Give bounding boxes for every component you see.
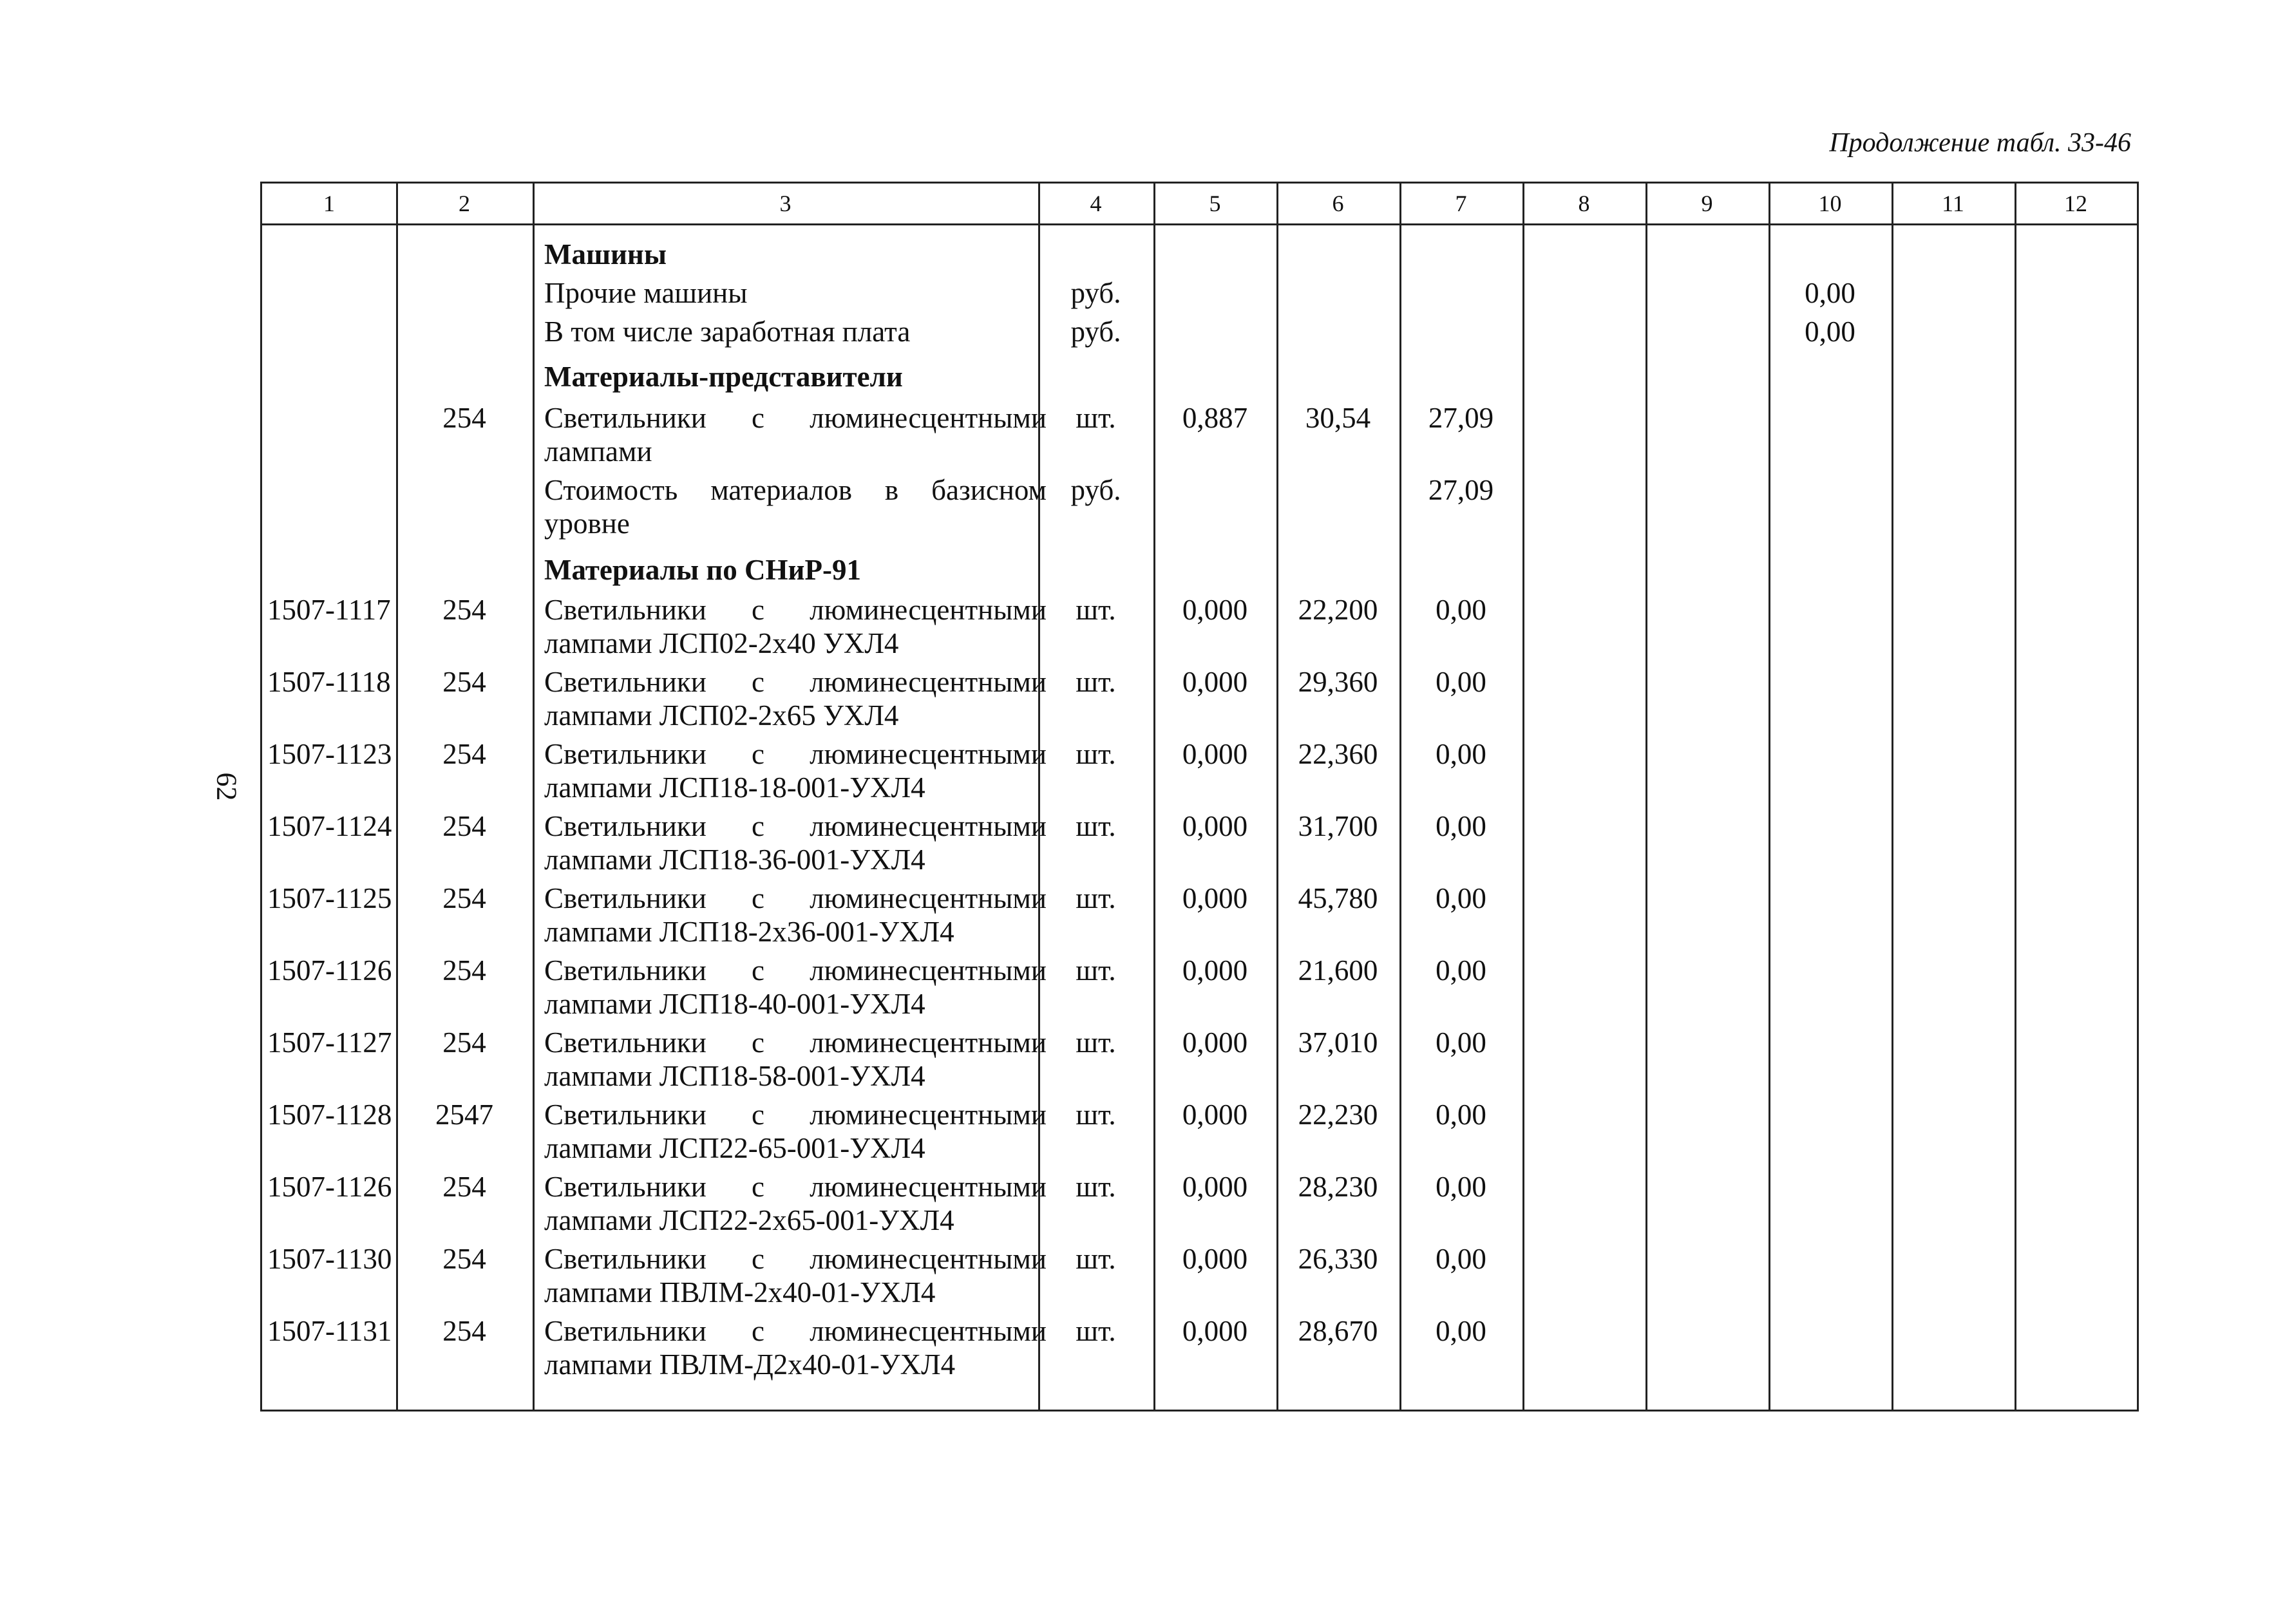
header-cell: 4 [1090, 191, 1102, 216]
row-name: Светильники с люминесцентными лампами ЛСП18-36-001-УХЛ4 [544, 810, 1047, 876]
column-divider [396, 184, 398, 1410]
row-col2: 254 [442, 1026, 486, 1059]
row-code: 1507-1124 [267, 810, 392, 842]
row-col7: 0,00 [1436, 1171, 1486, 1203]
row-name: Светильники с люминесцентными лампами ПВЛМ-Д2х40-01-УХЛ4 [544, 1315, 1047, 1381]
row-name: Светильники с люминесцентными лампами ЛСП02-2х40 УХЛ4 [544, 594, 1047, 659]
header-cell: 10 [1818, 191, 1842, 216]
row-col2: 254 [442, 1243, 486, 1275]
row-col6: 45,780 [1298, 882, 1378, 914]
row-col7: 27,09 [1428, 402, 1494, 434]
row-col6: 22,200 [1298, 594, 1378, 626]
row-unit: шт. [1076, 954, 1116, 987]
row-col5: 0,887 [1182, 402, 1248, 434]
column-divider [1522, 184, 1524, 1410]
row-col5: 0,000 [1182, 666, 1248, 698]
row-unit: шт. [1076, 1243, 1116, 1275]
row-col7: 27,09 [1428, 474, 1494, 506]
row-col2: 254 [442, 666, 486, 698]
row-unit: шт. [1076, 1315, 1116, 1347]
row-col2: 254 [442, 882, 486, 914]
row-code: 1507-1131 [267, 1315, 392, 1347]
row-col5: 0,000 [1182, 1099, 1248, 1131]
column-divider [2015, 184, 2016, 1410]
column-divider [1276, 184, 1278, 1410]
row-name: Прочие машины [544, 277, 748, 309]
row-col5: 0,000 [1182, 738, 1248, 770]
row-col7: 0,00 [1436, 738, 1486, 770]
row-name: Светильники с люминесцентными лампами ЛСП02-2х65 УХЛ4 [544, 666, 1047, 732]
column-divider [1892, 184, 1893, 1410]
section-heading: Материалы-представители [544, 361, 903, 393]
header-cell: 12 [2064, 191, 2087, 216]
header-cell: 7 [1455, 191, 1467, 216]
row-col10: 0,00 [1805, 316, 1855, 348]
page-number: 62 [211, 772, 243, 801]
header-cell: 2 [459, 191, 470, 216]
row-code: 1507-1118 [267, 666, 391, 698]
header-cell: 11 [1942, 191, 1964, 216]
row-col6: 21,600 [1298, 954, 1378, 987]
row-unit: шт. [1076, 738, 1116, 770]
row-unit: шт. [1076, 594, 1116, 626]
header-cell: 3 [779, 191, 792, 216]
row-col6: 28,230 [1298, 1171, 1378, 1203]
row-col7: 0,00 [1436, 1026, 1486, 1059]
row-col7: 0,00 [1436, 1099, 1486, 1131]
row-col7: 0,00 [1436, 882, 1486, 914]
row-name: Светильники с люминесцентными лампами ПВЛМ-2х40-01-УХЛ4 [544, 1243, 1047, 1308]
row-unit: шт. [1076, 1026, 1116, 1059]
row-col5: 0,000 [1182, 594, 1248, 626]
row-col2: 254 [442, 738, 486, 770]
header-cell: 5 [1209, 191, 1221, 216]
row-col6: 37,010 [1298, 1026, 1378, 1059]
row-name: Светильники с люминесцентными лампами ЛСП22-65-001-УХЛ4 [544, 1099, 1047, 1164]
row-unit: шт. [1076, 666, 1116, 698]
row-col5: 0,000 [1182, 1171, 1248, 1203]
row-col5: 0,000 [1182, 1243, 1248, 1275]
table-header [262, 184, 2137, 225]
row-code: 1507-1128 [267, 1099, 392, 1131]
row-col7: 0,00 [1436, 666, 1486, 698]
row-col6: 31,700 [1298, 810, 1378, 842]
row-col2: 254 [442, 594, 486, 626]
row-col2: 254 [442, 402, 486, 434]
table-caption: Продолжение табл. 33-46 [1829, 128, 2131, 158]
row-code: 1507-1125 [267, 882, 392, 914]
row-col6: 28,670 [1298, 1315, 1378, 1347]
row-col2: 254 [442, 1171, 486, 1203]
row-name: Светильники с люминесцентными лампами [544, 402, 1047, 467]
row-unit: шт. [1076, 1171, 1116, 1203]
row-col5: 0,000 [1182, 810, 1248, 842]
row-col10: 0,00 [1805, 277, 1855, 309]
row-col2: 254 [442, 1315, 486, 1347]
row-col7: 0,00 [1436, 1243, 1486, 1275]
row-unit: шт. [1076, 882, 1116, 914]
header-cell: 1 [323, 191, 335, 216]
column-divider [1769, 184, 1770, 1410]
row-name: Светильники с люминесцентными лампами ЛСП18-18-001-УХЛ4 [544, 738, 1047, 804]
row-code: 1507-1126 [267, 954, 392, 987]
row-code: 1507-1123 [267, 738, 392, 770]
row-name: Светильники с люминесцентными лампами ЛСП22-2х65-001-УХЛ4 [544, 1171, 1047, 1236]
estimate-table [260, 182, 2139, 1412]
row-col7: 0,00 [1436, 594, 1486, 626]
row-col7: 0,00 [1436, 1315, 1486, 1347]
row-unit: шт. [1076, 810, 1116, 842]
header-cell: 9 [1701, 191, 1713, 216]
column-divider [1153, 184, 1155, 1410]
row-col6: 29,360 [1298, 666, 1378, 698]
row-col6: 22,230 [1298, 1099, 1378, 1131]
row-col2: 2547 [435, 1099, 493, 1131]
column-divider [1645, 184, 1647, 1410]
row-unit: руб. [1070, 316, 1121, 348]
row-name: Светильники с люминесцентными лампами ЛСП18-2х36-001-УХЛ4 [544, 882, 1047, 948]
section-heading: Машины [544, 238, 667, 270]
row-unit: шт. [1076, 402, 1116, 434]
row-code: 1507-1130 [267, 1243, 392, 1275]
row-code: 1507-1126 [267, 1171, 392, 1203]
row-code: 1507-1127 [267, 1026, 392, 1059]
row-col6: 30,54 [1305, 402, 1371, 434]
row-name: Светильники с люминесцентными лампами ЛСП18-58-001-УХЛ4 [544, 1026, 1047, 1092]
column-divider [533, 184, 535, 1410]
row-name: В том числе заработная плата [544, 316, 911, 348]
row-col5: 0,000 [1182, 1026, 1248, 1059]
row-name: Стоимость материалов в базисном уровне [544, 474, 1047, 540]
row-col6: 26,330 [1298, 1243, 1378, 1275]
row-code: 1507-1117 [267, 594, 391, 626]
row-col2: 254 [442, 954, 486, 987]
row-col7: 0,00 [1436, 954, 1486, 987]
row-unit: руб. [1070, 277, 1121, 309]
section-heading: Материалы по СНиР-91 [544, 554, 861, 586]
row-col6: 22,360 [1298, 738, 1378, 770]
row-unit: руб. [1070, 474, 1121, 506]
row-col5: 0,000 [1182, 954, 1248, 987]
row-unit: шт. [1076, 1099, 1116, 1131]
row-col7: 0,00 [1436, 810, 1486, 842]
header-cell: 8 [1578, 191, 1590, 216]
column-divider [1399, 184, 1401, 1410]
row-col2: 254 [442, 810, 486, 842]
row-col5: 0,000 [1182, 1315, 1248, 1347]
row-col5: 0,000 [1182, 882, 1248, 914]
row-name: Светильники с люминесцентными лампами ЛСП18-40-001-УХЛ4 [544, 954, 1047, 1020]
header-cell: 6 [1332, 191, 1344, 216]
